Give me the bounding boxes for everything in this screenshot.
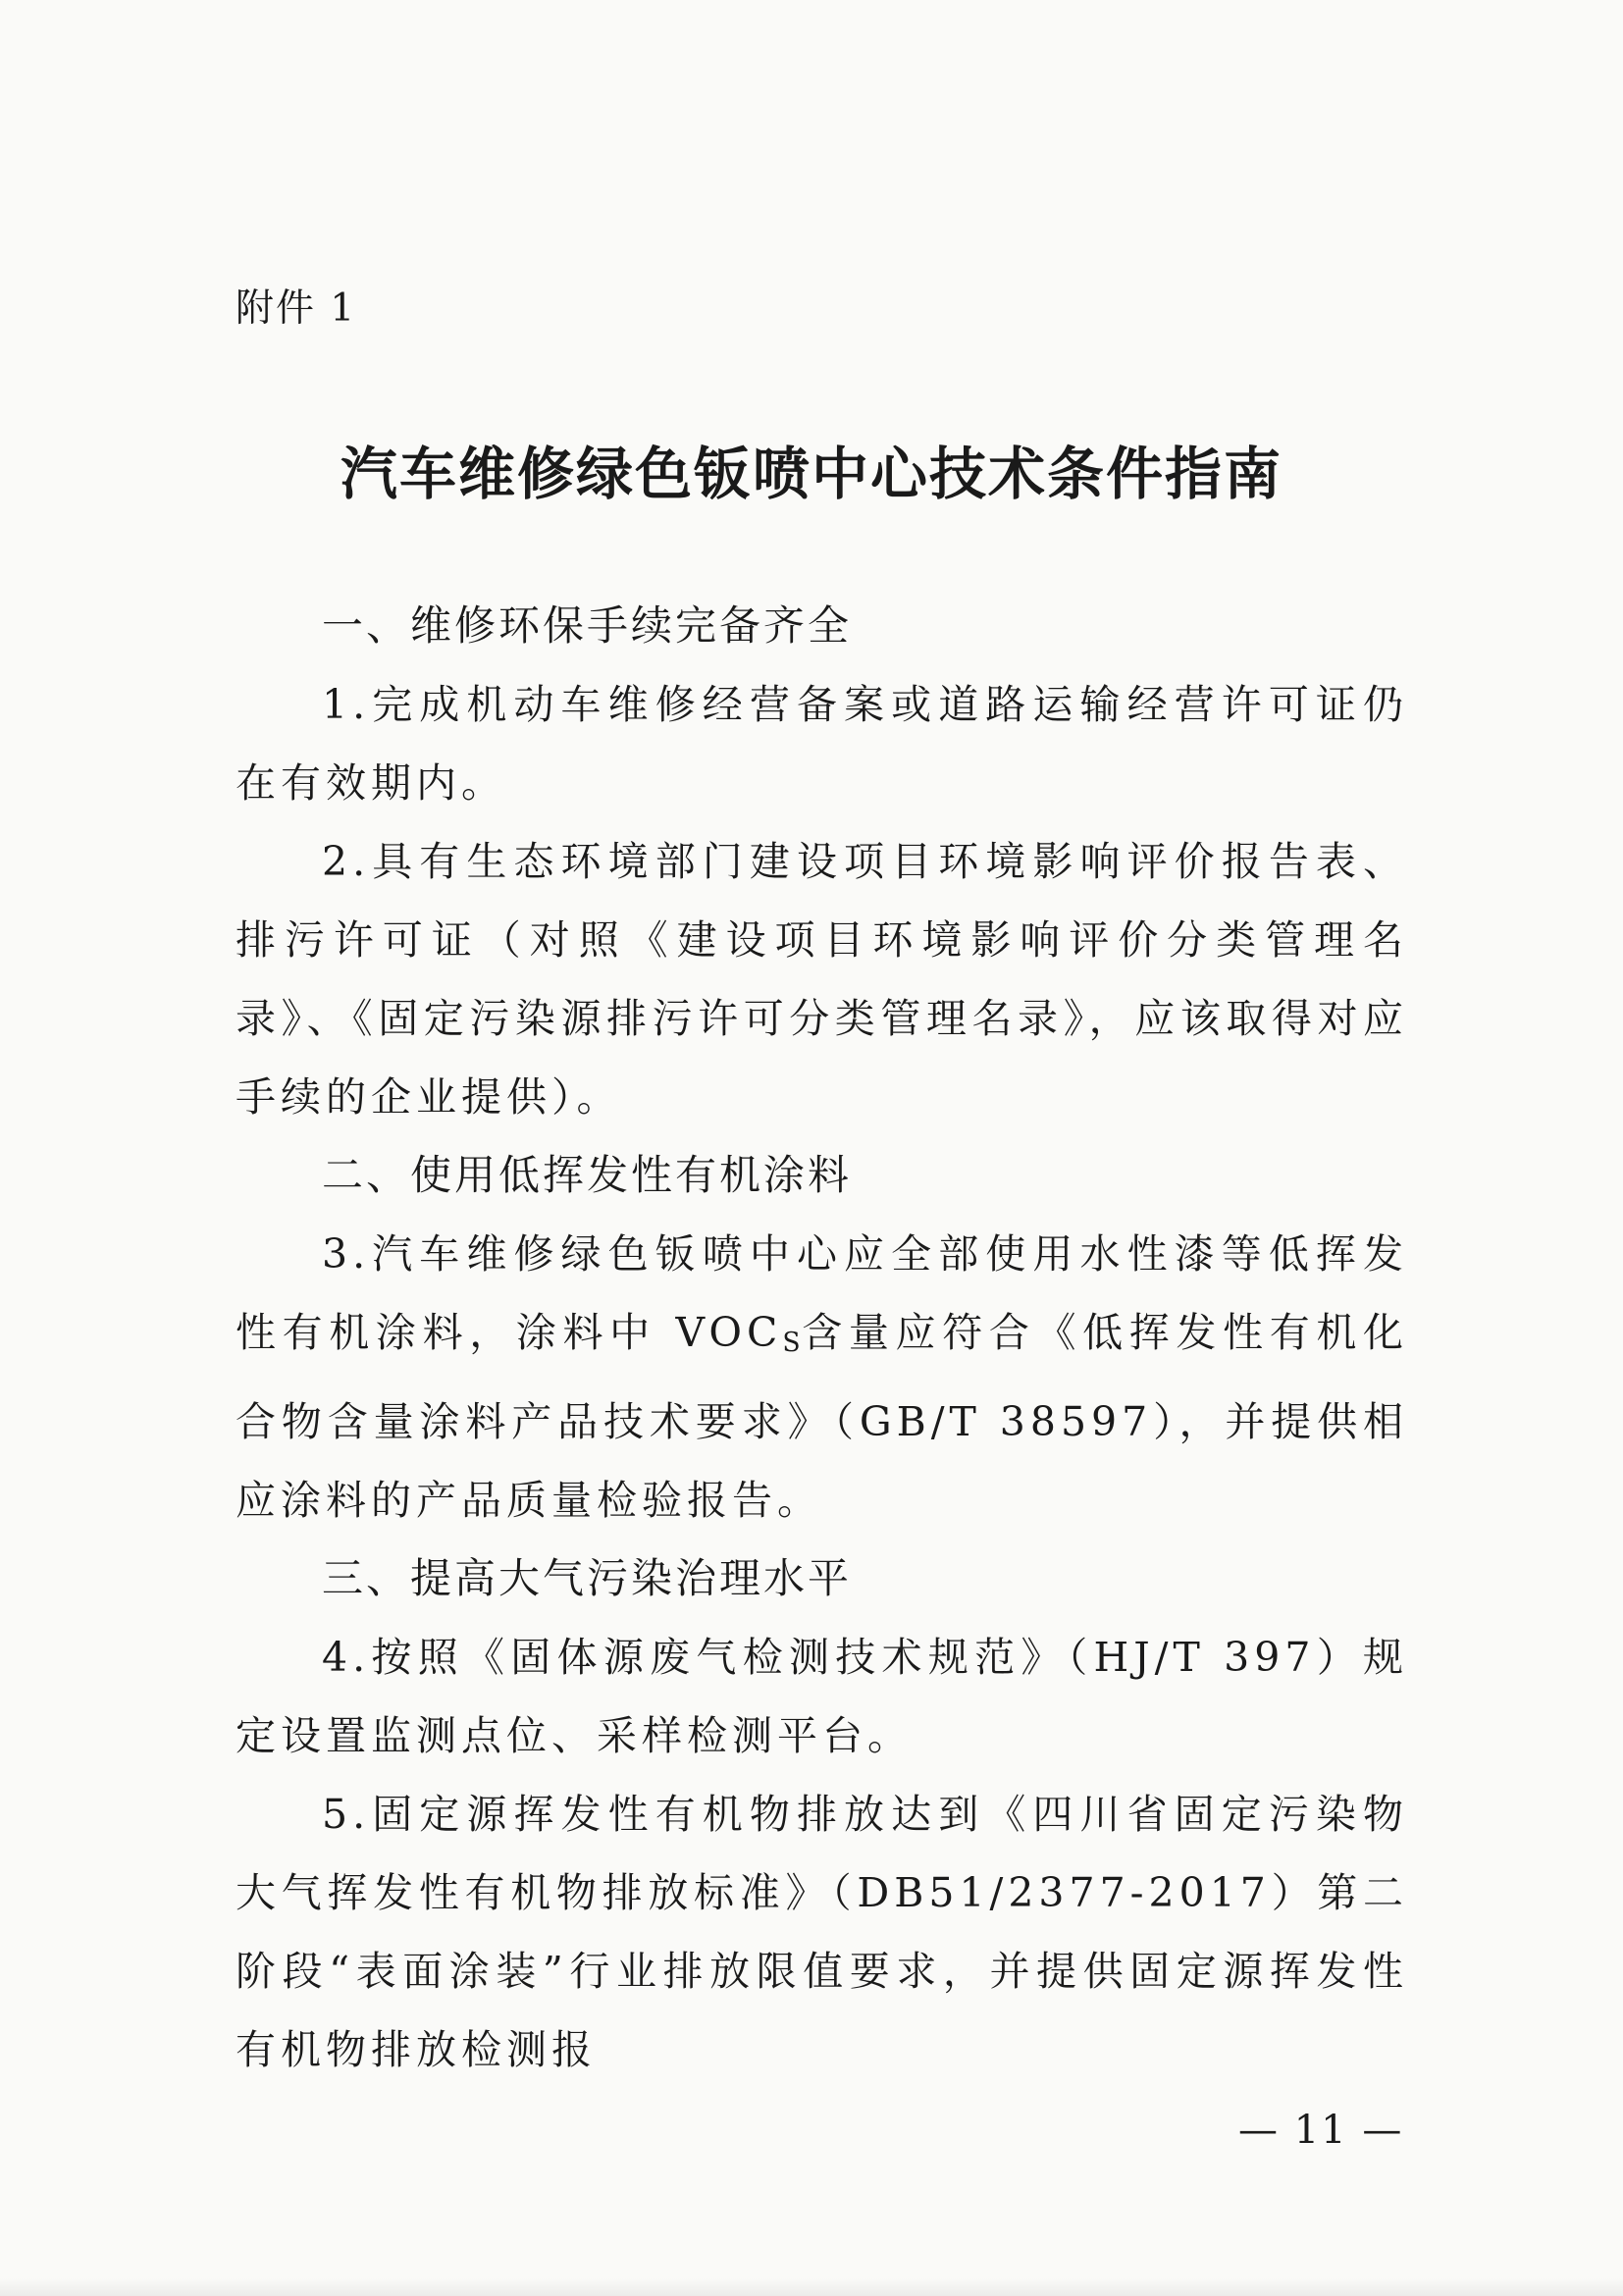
section-heading-1: 一、维修环保手续完备齐全 (322, 601, 853, 650)
document-body (236, 587, 1408, 2089)
item-3-subscript: S (782, 1327, 801, 1358)
item-3-text-a: 3.汽车维修绿色钣喷中心应全部使用水性漆等低挥发性有机涂料，涂料中 VOC (236, 1230, 1408, 1356)
attachment-label: 附件 1 (236, 287, 357, 331)
section-heading-2: 二、使用低挥发性有机涂料 (322, 1151, 853, 1199)
scan-bottom-edge (0, 2278, 1623, 2296)
item-3-text-b: 含量应符合《低挥发性有机化合物含量涂料产品技术要求》（GB/T 38597），并提供相应涂料的产品质量检验报告。 (236, 1309, 1409, 1524)
paragraph-item-1: 1.完成机动车维修经营备案或道路运输经营许可证仍在有效期内。 (236, 681, 1408, 807)
section-heading-3: 三、提高大气污染治理水平 (322, 1553, 853, 1602)
paragraph-item-2: 2.具有生态环境部门建设项目环境影响评价报告表、排污许可证（对照《建设项目环境影响评价分类管理名录》、《固定污染源排污许可分类管理名录》，应该取得对应手续的企业提供）。 (236, 838, 1408, 1121)
paragraph-item-3 (236, 1215, 1408, 1539)
paragraph-item-4: 4.按照《固体源废气检测技术规范》（HJ/T 397）规定设置监测点位、采样检测平台。 (236, 1633, 1408, 1759)
document-title: 汽车维修绿色钣喷中心技术条件指南 (340, 441, 1283, 507)
page-number: — 11 — (1238, 2108, 1404, 2153)
paragraph-item-5: 5.固定源挥发性有机物排放达到《四川省固定污染物大气挥发性有机物排放标准》（DB51/2377-2017）第二阶段“表面涂装”行业排放限值要求，并提供固定源挥发性有机物排放检测报 (236, 1790, 1408, 2073)
